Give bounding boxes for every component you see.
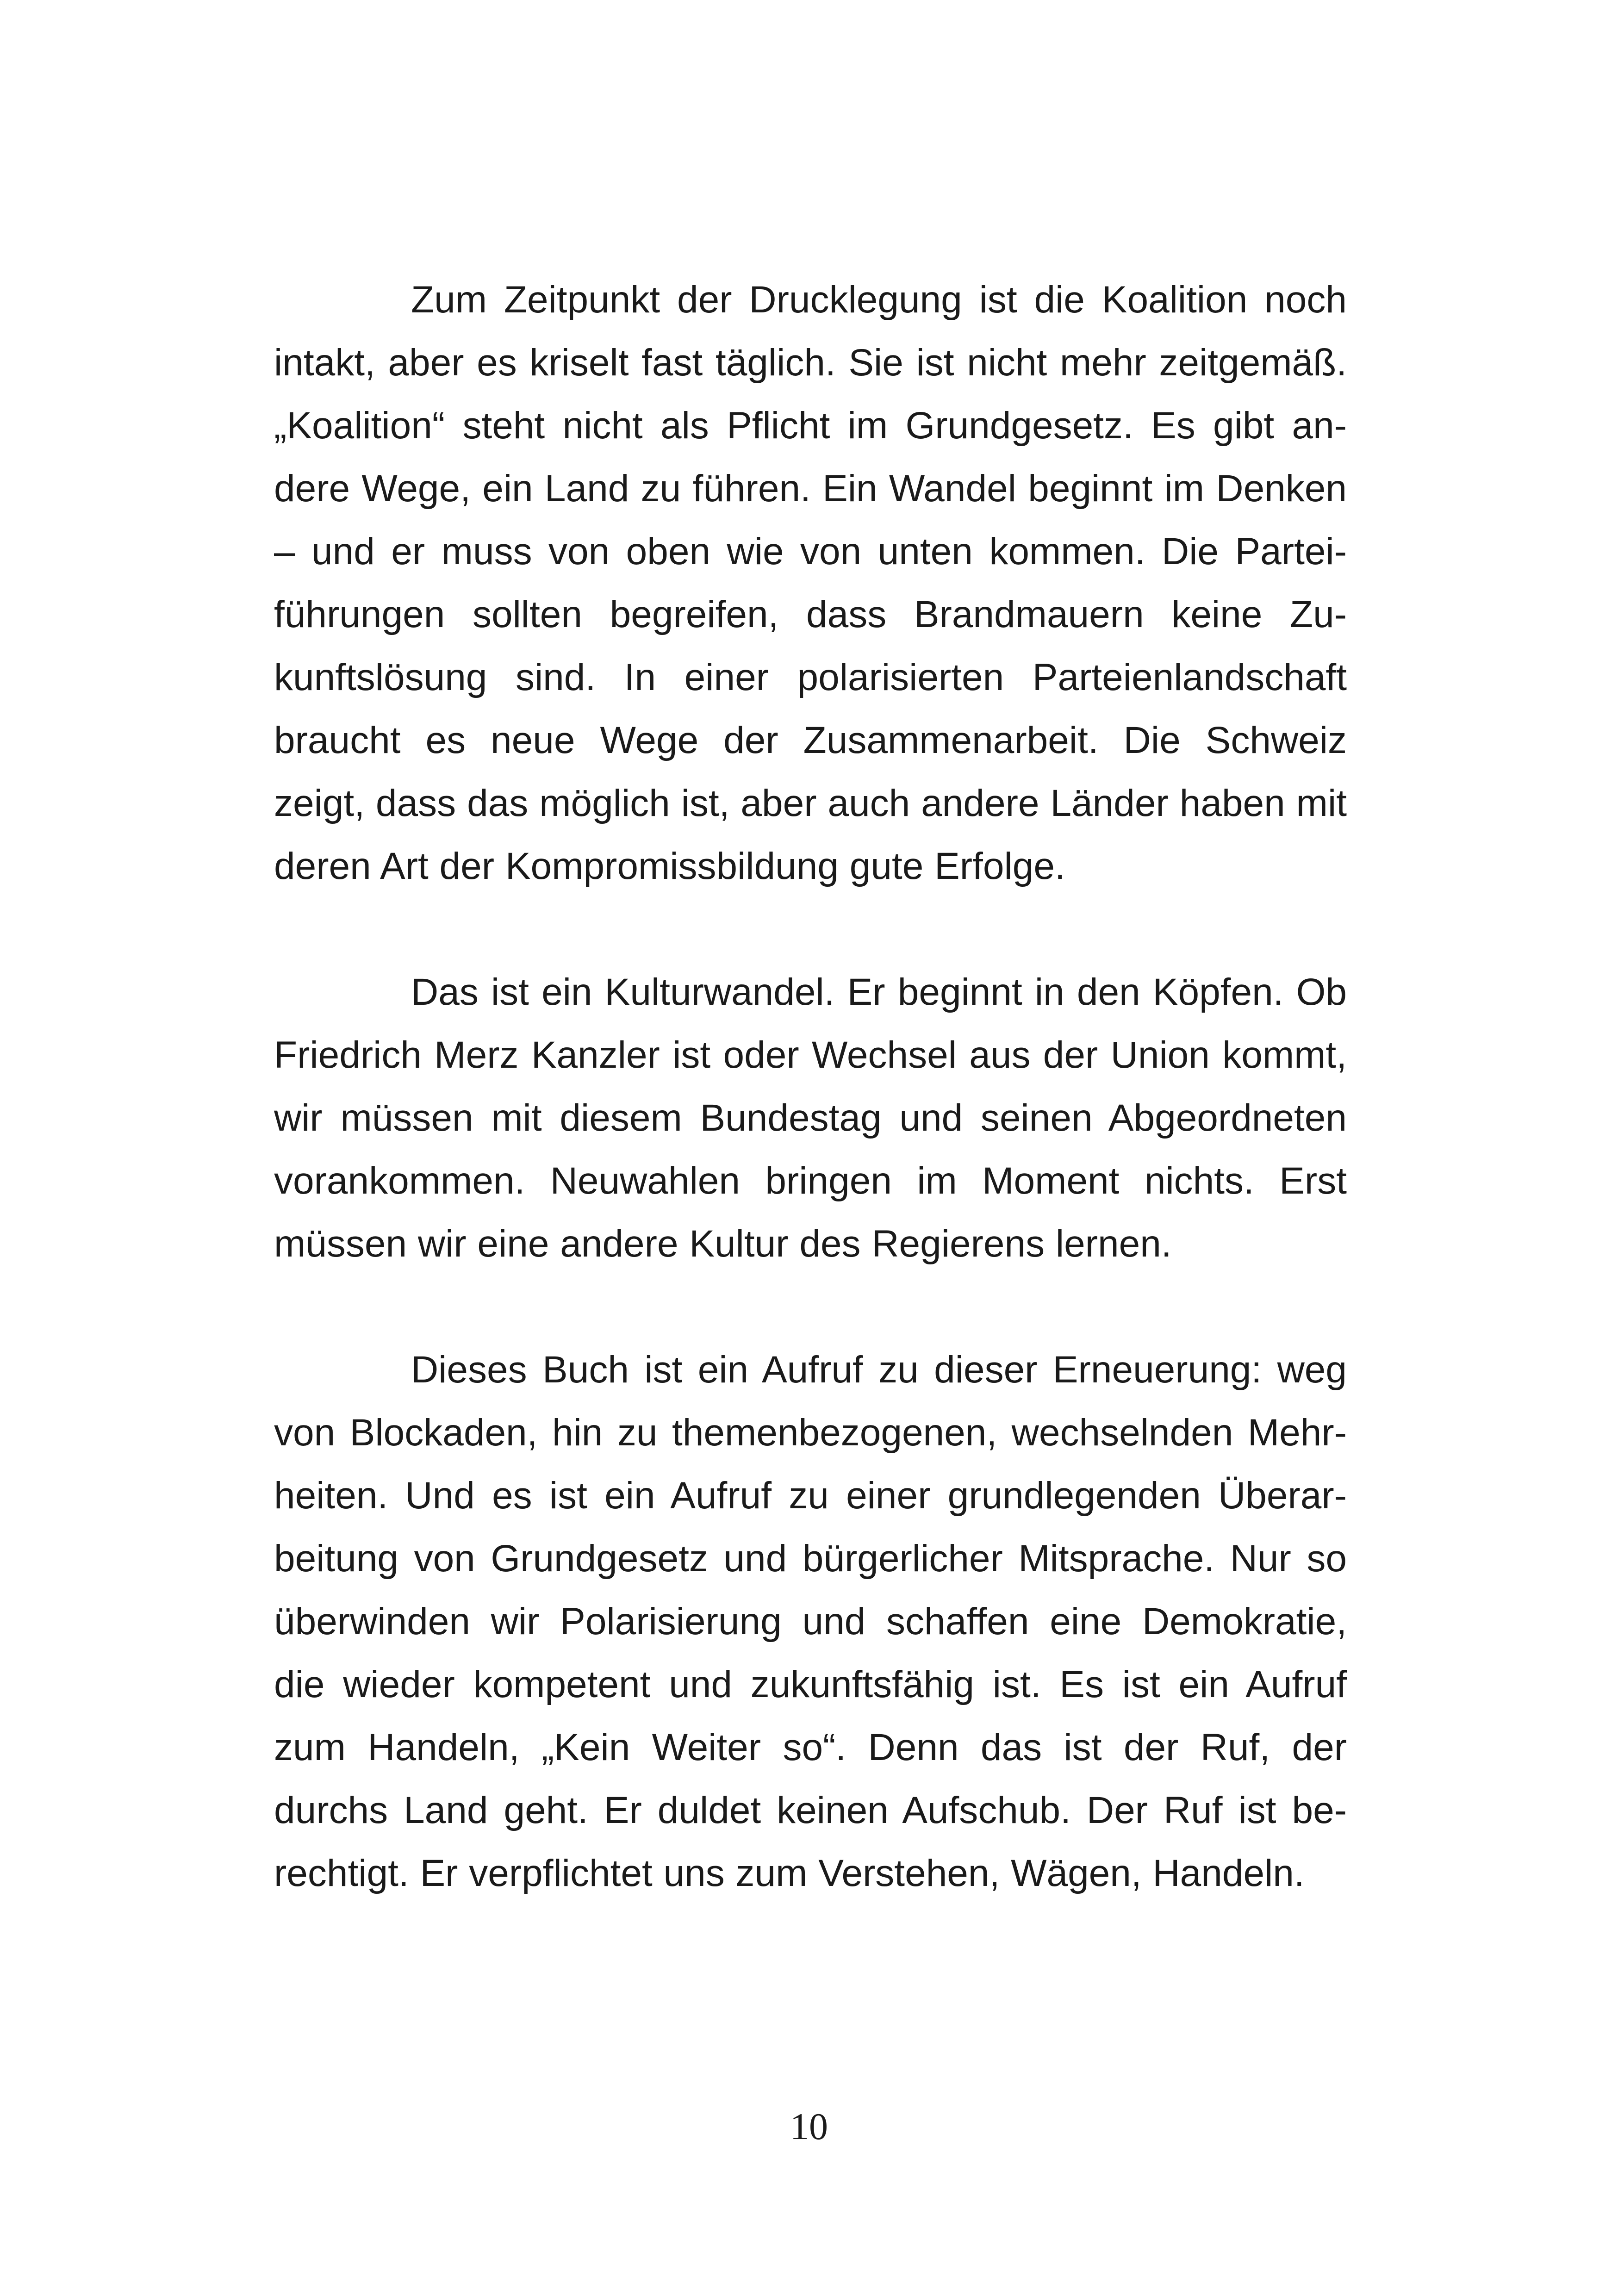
body-text	[274, 268, 1347, 1905]
page-number: 10	[790, 2105, 828, 2147]
paragraph-coalition: Zum Zeitpunkt der Drucklegung ist die Koalition noch intakt, aber es kriselt fast täglich. Sie ist nicht mehr zeitgemäß. „Koalition“ steht nicht als Pflicht im Grundgesetz. Es gibt andere Wege, ein Land zu führen. Ein Wandel beginnt im Denken – und er muss von oben wie von unten kommen. Die Parteiführungen sollten begreifen, dass Brandmauern keine Zukunftslösung sind. In einer polarisierten Parteienlandschaft braucht es neue Wege der Zusammenarbeit. Die Schweiz zeigt, dass das möglich ist, aber auch andere Länder haben mit deren Art der Kompromissbildung gute Erfolge.	[274, 279, 1347, 887]
paragraph-cultural-change: Das ist ein Kulturwandel. Er beginnt in den Köpfen. Ob Friedrich Merz Kanzler ist oder Wechsel aus der Union kommt, wir müssen mit diesem Bundestag und seinen Abgeordneten vorankommen. Neuwahlen bringen im Moment nichts. Erst müssen wir eine andere Kultur des Regierens lernen.	[274, 971, 1347, 1265]
paragraph-call-to-action: Dieses Buch ist ein Aufruf zu dieser Erneuerung: weg von Blockaden, hin zu themenbezogenen, wechselnden Mehrheiten. Und es ist ein Aufruf zu einer grundlegenden Überarbeitung von Grundgesetz und bürgerlicher Mitsprache. Nur so überwinden wir Polarisierung und schaffen eine Demokratie, die wieder kompetent und zukunftsfähig ist. Es ist ein Aufruf zum Handeln, „Kein Weiter so“. Denn das ist der Ruf, der durchs Land geht. Er duldet keinen Aufschub. Der Ruf ist berechtigt. Er verpflichtet uns zum Verstehen, Wägen, Handeln.	[274, 1349, 1347, 1894]
